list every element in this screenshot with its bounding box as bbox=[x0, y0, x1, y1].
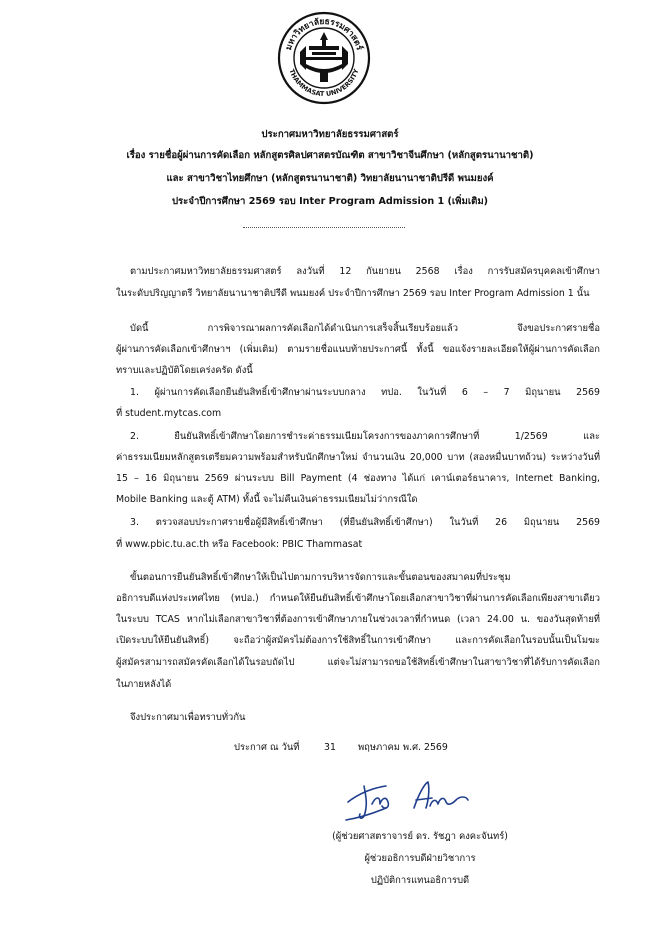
signature-image bbox=[342, 774, 482, 824]
item-3-line1: 3. ตรวจสอบประกาศรายชื่อผู้มีสิทธิ์เข้าศึกษา (ที่ยืนยันสิทธิ์เข้าศึกษา) ในวันที่ 26 มิถุนายน 2569 bbox=[130, 517, 600, 528]
procedure-paragraph-line6: ในภายหลังได้ bbox=[116, 679, 172, 690]
procedure-paragraph-line3: ในระบบ TCAS หากไม่เลือกสาขาวิชาที่ต้องการเข้าศึกษาภายในช่วงเวลาที่กำหนด (เวลา 24.00 น. ของวันสุดท้ายที่ bbox=[116, 614, 600, 625]
intro-paragraph-line2: ในระดับปริญญาตรี วิทยาลัยนานาชาติปรีดี พนมยงค์ ประจำปีการศึกษา 2569 รอบ Inter Program Admission 1 นั้น bbox=[116, 288, 590, 299]
dateline-prefix: ประกาศ ณ วันที่ bbox=[234, 742, 300, 753]
item-2-line1: 2. ยืนยันสิทธิ์เข้าศึกษาโดยการชำระค่าธรรมเนียมโครงการของภาคการศึกษาที่ 1/2569 และ bbox=[130, 431, 600, 442]
item-1-line1: 1. ผู้ผ่านการคัดเลือกยืนยันสิทธิ์เข้าศึกษาผ่านระบบกลาง ทปอ. ในวันที่ 6 – 7 มิถุนายน 2569 bbox=[130, 387, 600, 398]
signatory-position: ผู้ช่วยอธิการบดีฝ่ายวิชาการ bbox=[364, 853, 476, 864]
item-2-line4: Mobile Banking และตู้ ATM) ทั้งนี้ จะไม่คืนเงินค่าธรรมเนียมไม่ว่ากรณีใด bbox=[116, 494, 418, 505]
item-1-line2: ที่ student.mytcas.com bbox=[116, 408, 222, 419]
dateline-day: 31 bbox=[324, 742, 336, 753]
dateline-month-year: พฤษภาคม พ.ศ. 2569 bbox=[358, 742, 448, 753]
result-paragraph-line1: บัดนี้ การพิจารณาผลการคัดเลือกได้ดำเนินการเสร็จสิ้นเรียบร้อยแล้ว จึงขอประกาศรายชื่อ bbox=[130, 323, 600, 334]
closing-statement: จึงประกาศมาเพื่อทราบทั่วกัน bbox=[130, 712, 246, 723]
seal-thai-name: มหาวิทยาลัยธรรมศาสตร์ bbox=[283, 16, 364, 52]
announcement-subject-line2: และ สาขาวิชาไทยศึกษา (หลักสูตรนานาชาติ) วิทยาลัยนานาชาติปรีดี พนมยงค์ bbox=[166, 173, 494, 184]
intro-paragraph-line1: ตามประกาศมหาวิทยาลัยธรรมศาสตร์ ลงวันที่ 12 กันยายน 2568 เรื่อง การรับสมัครบุคคลเข้าศึกษา bbox=[130, 266, 600, 277]
announcement-title: ประกาศมหาวิทยาลัยธรรมศาสตร์ bbox=[261, 129, 399, 140]
heading-divider bbox=[243, 227, 405, 228]
university-seal-icon bbox=[276, 8, 372, 108]
item-3-line2: ที่ www.pbic.tu.ac.th หรือ Facebook: PBIC Thammasat bbox=[116, 539, 363, 550]
announcement-subject-line1: เรื่อง รายชื่อผู้ผ่านการคัดเลือก หลักสูตรศิลปศาสตรบัณฑิต สาขาวิชาจีนศึกษา (หลักสูตรนานาชาติ) bbox=[126, 150, 534, 161]
procedure-paragraph-line4: เปิดระบบให้ยืนยันสิทธิ์) จะถือว่าผู้สมัครไม่ต้องการใช้สิทธิ์ในการเข้าศึกษา และการคัดเลือกในรอบนั้นเป็นโมฆะ bbox=[116, 635, 600, 646]
result-paragraph-line3: ทราบและปฏิบัติโดยเคร่งครัด ดังนี้ bbox=[116, 365, 253, 376]
signatory-acting-role: ปฏิบัติการแทนอธิการบดี bbox=[370, 875, 470, 886]
announcement-subject-line3: ประจำปีการศึกษา 2569 รอบ Inter Program Admission 1 (เพิ่มเติม) bbox=[171, 196, 489, 207]
result-paragraph-line2: ผู้ผ่านการคัดเลือกเข้าศึกษาฯ (เพิ่มเติม) ตามรายชื่อแนบท้ายประกาศนี้ ทั้งนี้ ขอแจ้งรายละเอียดให้ผู้ผ่านการคัดเลือก bbox=[116, 344, 600, 355]
item-2-line2: ค่าธรรมเนียมหลักสูตรเตรียมความพร้อมสำหรับนักศึกษาใหม่ จำนวนเงิน 20,000 บาท (สองหมื่นบาทถ้วน) ระหว่างวันที่ bbox=[116, 452, 600, 463]
procedure-paragraph-line2: อธิการบดีแห่งประเทศไทย (ทปอ.) กำหนดให้ยืนยันสิทธิ์เข้าศึกษาโดยเลือกสาขาวิชาที่ผ่านการคัดเลือกเพียงสาขาเดียว bbox=[116, 593, 600, 604]
procedure-paragraph-line5: ผู้สมัครสามารถสมัครคัดเลือกได้ในรอบถัดไป แต่จะไม่สามารถขอใช้สิทธิ์เข้าศึกษาในสาขาวิชาที่ได้รับการคัดเลือก bbox=[116, 657, 600, 668]
procedure-paragraph-line1: ขั้นตอนการยืนยันสิทธิ์เข้าศึกษาให้เป็นไปตามการบริหารจัดการและขั้นตอนของสมาคมที่ประชุม bbox=[130, 572, 511, 583]
signatory-name: (ผู้ช่วยศาสตราจารย์ ดร. รัชฎา คงคะจันทร์) bbox=[332, 831, 508, 842]
item-2-line3: 15 – 16 มิถุนายน 2569 ผ่านระบบ Bill Payment (4 ช่องทาง ได้แก่ เคาน์เตอร์ธนาคาร, Internet Banking, bbox=[116, 473, 600, 484]
seal-english-name: THAMMASAT UNIVERSITY bbox=[287, 67, 361, 99]
